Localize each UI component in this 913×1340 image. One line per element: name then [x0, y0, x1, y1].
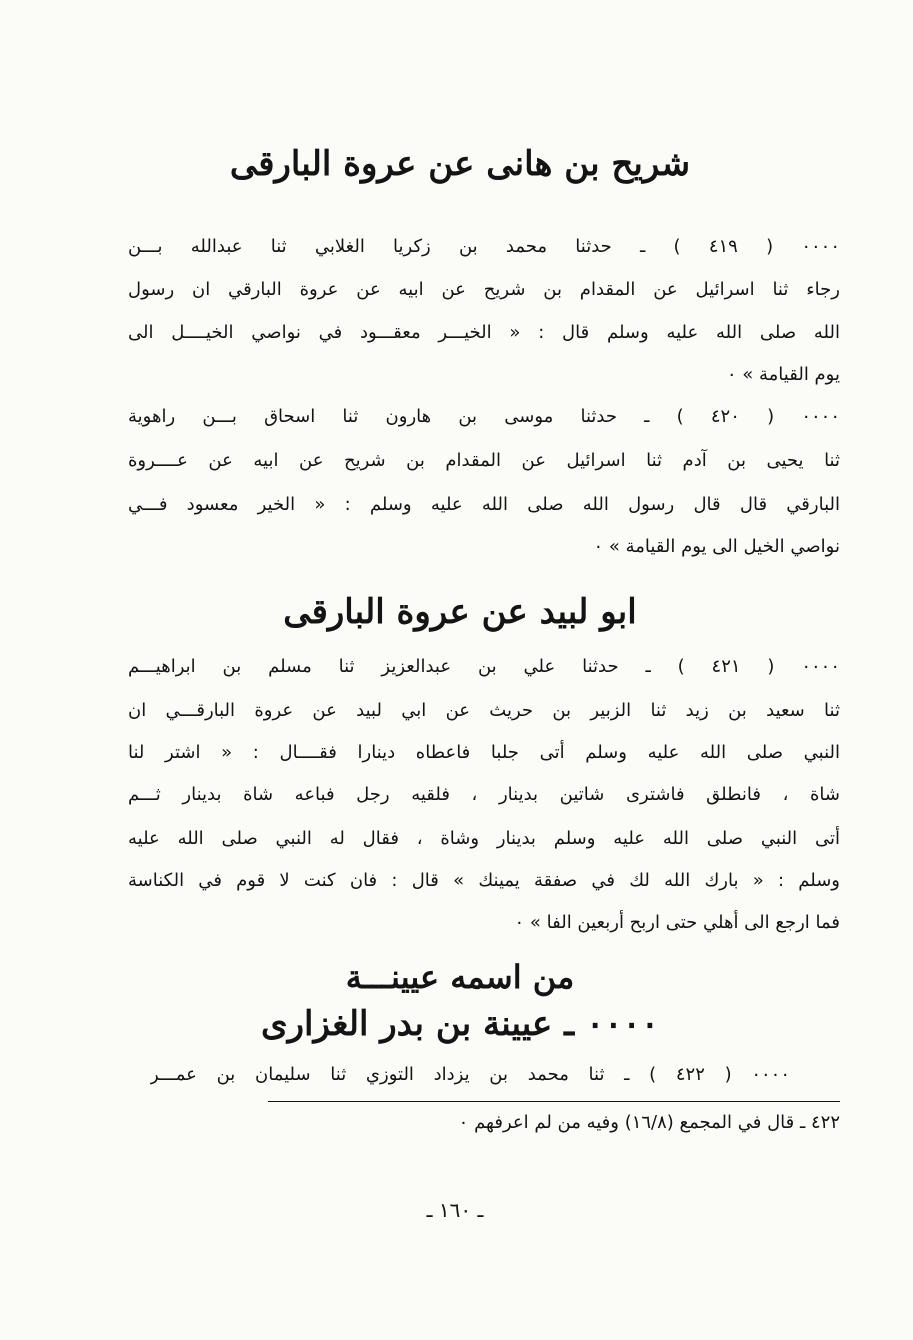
- footnote-separator: [268, 1101, 840, 1102]
- text-line: البارقي قال قال رسول الله صلى الله عليه وسلم : « الخير معسود فـــي: [128, 494, 840, 515]
- text-line: ٠٠٠٠ ( ٤١٩ ) ـ حدثنا محمد بن زكريا الغلابي ثنا عبدالله بـــن: [128, 236, 840, 257]
- text-line: وسلم : « بارك الله لك في صفقة يمينك » قال : فان كنت لا قوم في الكناسة: [128, 870, 840, 891]
- text-line: شاة ، فانطلق فاشترى شاتين بدينار ، فلقيه رجل فباعه شاة بدينار ثـــم: [128, 784, 840, 805]
- text-line: الله صلى الله عليه وسلم قال : « الخيـــر معقـــود في نواصي الخيــــل الى: [128, 322, 840, 343]
- text-line: ٠٠٠٠ ( ٤٢٢ ) ـ ثنا محمد بن يزداد التوزي ثنا سليمان بن عمـــر: [150, 1064, 790, 1085]
- text-line: ٠٠٠٠ ( ٤٢١ ) ـ حدثنا علي بن عبدالعزيز ثنا مسلم بن ابراهيـــم: [128, 656, 840, 677]
- text-line: رجاء ثنا اسرائيل عن المقدام بن شريح عن ابيه عن عروة البارقي ان رسول: [128, 279, 840, 300]
- footnote: ٤٢٢ ـ قال في المجمع (١٦/٨) وفيه من لم اعرفهم ٠: [458, 1112, 840, 1133]
- section-subheading: ٠٠٠٠ ـ عيينة بن بدر الغزارى: [260, 1004, 659, 1044]
- section-heading: ابو لبيد عن عروة البارقى: [283, 592, 637, 632]
- text-line: ثنا سعيد بن زيد ثنا الزبير بن حريث عن ابي لبيد عن عروة البارقـــي ان: [128, 700, 840, 721]
- text-line: ٠٠٠٠ ( ٤٢٠ ) ـ حدثنا موسى بن هارون ثنا اسحاق بـــن راهوية: [128, 406, 840, 427]
- text-line: ثنا يحيى بن آدم ثنا اسرائيل عن المقدام بن شريح عن ابيه عن عــــروة: [128, 450, 840, 471]
- page-number: ـ ١٦٠ ـ: [426, 1198, 484, 1222]
- text-line: النبي صلى الله عليه وسلم أتى جلبا فاعطاه دينارا فقــــال : « اشتر لنا: [128, 742, 840, 763]
- section-heading: شريح بن هانى عن عروة البارقى: [229, 144, 691, 184]
- text-line: يوم القيامة » ٠: [726, 364, 840, 385]
- text-line: نواصي الخيل الى يوم القيامة » ٠: [593, 536, 840, 557]
- text-line: أتى النبي صلى الله عليه وسلم بدينار وشاة ، فقال له النبي صلى الله عليه: [128, 828, 840, 849]
- section-heading: من اسمه عيينـــة: [345, 958, 575, 996]
- text-line: فما ارجع الى أهلي حتى اربح أربعين الفا » ٠: [514, 912, 840, 933]
